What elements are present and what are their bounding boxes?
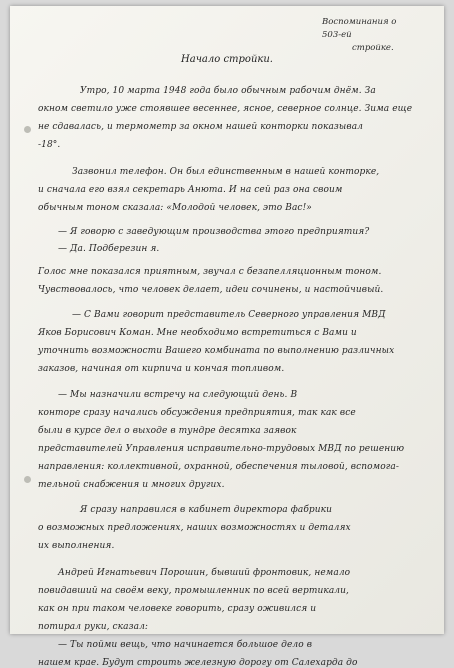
- text-line: не сдавалась, и термометр за окном нашей конторки показывал: [38, 122, 363, 132]
- text-line: тельной снабжения и многих других.: [38, 480, 225, 490]
- text-line: конторе сразу начались обсуждения предприятия, так как все: [38, 408, 356, 418]
- text-line: направления: коллективной, охранной, обеспечения тыловой, вспомога-: [38, 462, 399, 472]
- text-line: представителей Управления исправительно-трудовых МВД по решению: [38, 444, 405, 454]
- annotation-line: стройке.: [352, 43, 394, 53]
- text-line: были в курсе дел о выходе в тундре десятка заявок: [38, 426, 297, 436]
- text-line: заказов, начиная от кирпича и кончая топливом.: [38, 364, 285, 374]
- text-line: повидавший на своём веку, промышленник по всей вертикали,: [38, 586, 349, 596]
- text-line: о возможных предложениях, наших возможностях и деталях: [38, 523, 351, 533]
- text-line: -18°.: [38, 140, 61, 150]
- text-line: — С Вами говорит представитель Северного управления МВД: [72, 310, 386, 320]
- archive-annotation: [322, 16, 418, 55]
- document-page: [10, 6, 444, 668]
- text-line: Голос мне показался приятным, звучал с безапелляционным тоном.: [38, 267, 382, 277]
- punch-hole: [24, 126, 31, 133]
- document-title: Начало стройки.: [181, 54, 273, 65]
- text-line: Утро, 10 марта 1948 года было обычным рабочим днём. За: [80, 86, 376, 96]
- text-line: потирал руки, сказал:: [38, 622, 149, 632]
- text-line: Зазвонил телефон. Он был единственным в нашей конторке,: [72, 167, 380, 177]
- text-line: — Да. Подберезин я.: [58, 244, 160, 254]
- text-line: — Я говорю с заведующим производства этого предприятия?: [58, 227, 370, 237]
- text-line: нашем крае. Будут строить железную дорогу от Салехарда до: [38, 658, 358, 668]
- text-line: Яков Борисович Коман. Мне необходимо встретиться с Вами и: [38, 328, 357, 338]
- text-line: Чувствовалось, что человек делает, идеи сочинены, и настойчивый.: [38, 285, 384, 295]
- text-line: обычным тоном сказала: «Молодой человек, это Вас!»: [38, 203, 312, 213]
- text-line: их выполнения.: [38, 541, 115, 551]
- text-line: как он при таком человеке говорить, сразу оживился и: [38, 604, 317, 614]
- text-line: и сначала его взял секретарь Анюта. И на сей раз она своим: [38, 185, 343, 195]
- text-line: уточнить возможности Вашего комбината по выполнению различных: [38, 346, 395, 356]
- punch-hole: [24, 476, 31, 483]
- text-line: Андрей Игнатьевич Порошин, бывший фронтовик, немало: [58, 568, 351, 578]
- annotation-line: Воспоминания о 503-ей: [322, 17, 397, 40]
- text-line: окном светило уже стоявшее весеннее, ясное, северное солнце. Зима еще: [38, 104, 413, 114]
- text-line: Я сразу направился в кабинет директора фабрики: [80, 505, 333, 515]
- text-line: — Ты пойми вещь, что начинается большое дело в: [58, 640, 313, 650]
- text-line: — Мы назначили встречу на следующий день. В: [58, 390, 298, 400]
